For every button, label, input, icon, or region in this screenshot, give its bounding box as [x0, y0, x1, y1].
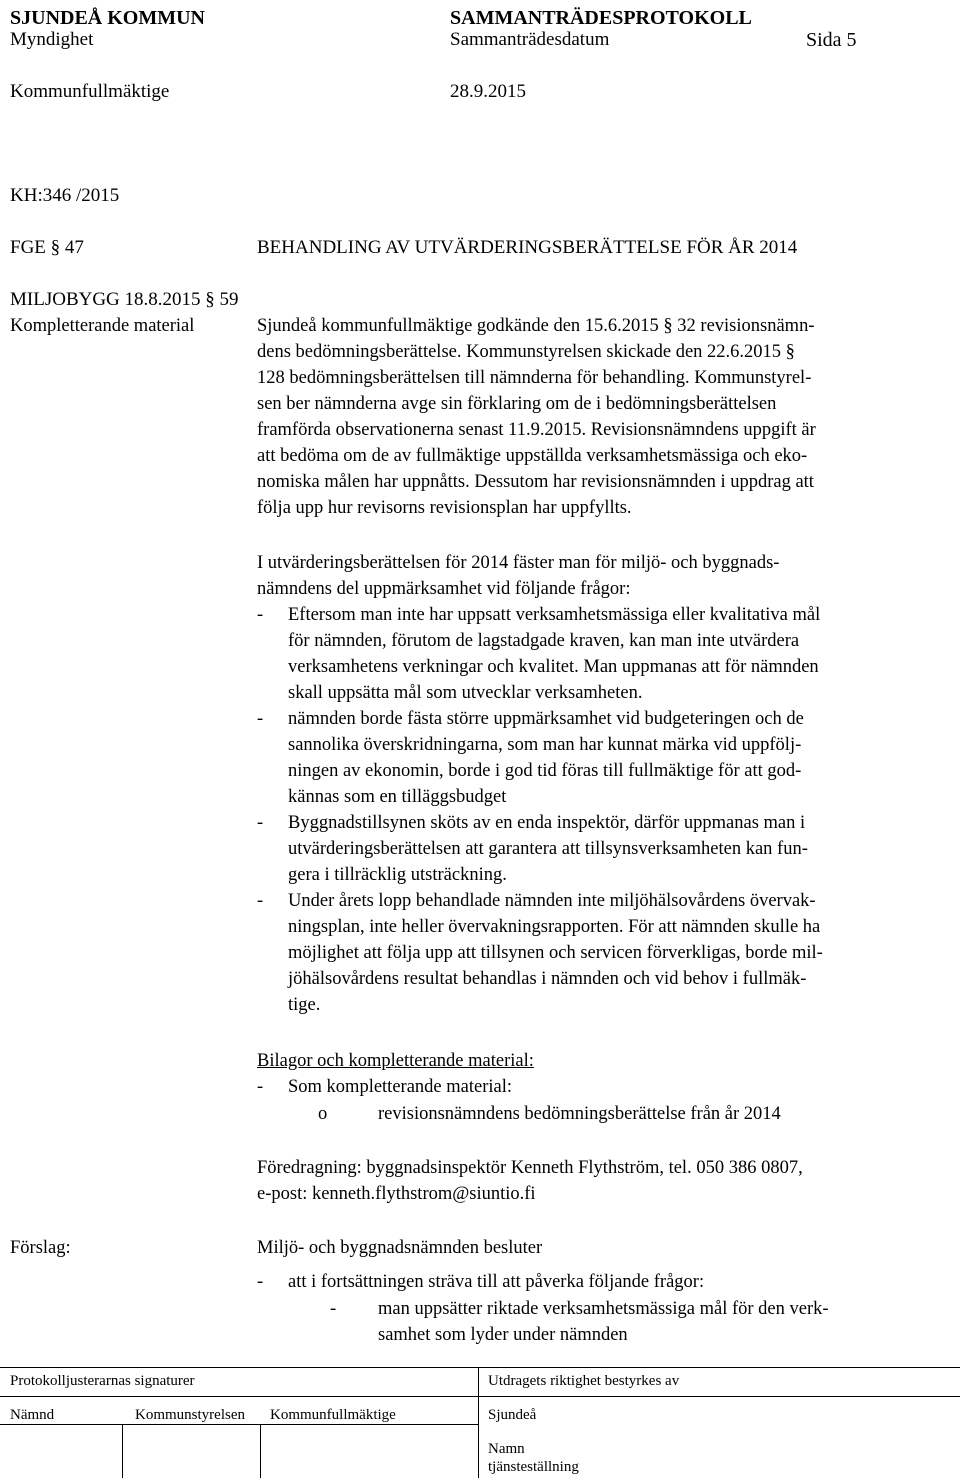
evaluation-item-line: verksamhetens verkningar och kvalitet. Man uppmanas att för nämnden: [288, 657, 819, 677]
evaluation-item-line: Under årets lopp behandlade nämnden inte miljöhälsovårdens övervak-: [288, 891, 816, 911]
footer-col-kommunstyrelsen: Kommunstyrelsen: [135, 1407, 245, 1423]
list-dash: -: [257, 1272, 264, 1292]
signatures-label: Protokolljusterarnas signaturer: [10, 1373, 195, 1389]
evaluation-item-line: ningen av ekonomin, borde i god tid föras till fullmäktige för att god-: [288, 761, 802, 781]
attachments-sub-marker: o: [318, 1104, 328, 1124]
proposal-label: Förslag:: [10, 1238, 71, 1258]
supplement-line: att bedöma om de av fullmäktige uppställda verksamhetsmässiga och eko-: [257, 446, 808, 466]
org-name: SJUNDEÅ KOMMUN: [10, 7, 205, 29]
evaluation-item-line: tige.: [288, 995, 321, 1015]
section-code: FGE § 47: [10, 237, 84, 258]
evaluation-item-line: kännas som en tilläggsbudget: [288, 787, 507, 807]
presenter-line: Föredragning: byggnadsinspektör Kenneth Flythström, tel. 050 386 0807,: [257, 1158, 803, 1178]
list-dash: -: [257, 709, 264, 729]
footer-sig-row-border: [0, 1424, 478, 1425]
proposal-sub-item-line: samhet som lyder under nämnden: [378, 1325, 628, 1345]
list-dash: -: [257, 1077, 264, 1097]
meeting-date: 28.9.2015: [450, 81, 526, 102]
attachments-item-text: Som kompletterande material:: [288, 1077, 512, 1097]
evaluation-item-line: ningsplan, inte heller övervakningsrapporten. För att nämnden skulle ha: [288, 917, 821, 937]
supplement-line: framförda observationerna senast 11.9.2015. Revisionsnämndens uppgift är: [257, 420, 816, 440]
evaluation-item-line: nämnden borde fästa större uppmärksamhet vid budgeteringen och de: [288, 709, 804, 729]
evaluation-item-line: möjlighet att följa upp att tillsynen och servicen förverkligas, borde mil-: [288, 943, 823, 963]
page-number: Sida 5: [806, 29, 857, 51]
evaluation-item: [257, 706, 823, 810]
supplement-paragraph: [257, 313, 816, 521]
evaluation-item: [257, 810, 823, 888]
footer-center-divider: [478, 1367, 479, 1478]
footer-col-namnd: Nämnd: [10, 1407, 55, 1423]
supplement-line: nomiska målen har uppnåtts. Dessutom har revisionsnämnden i uppdrag att: [257, 472, 814, 492]
verification-label: Utdragets riktighet bestyrkes av: [488, 1373, 680, 1389]
list-dash: -: [330, 1299, 337, 1319]
supplement-line: Sjundeå kommunfullmäktige godkände den 15.6.2015 § 32 revisionsnämn-: [257, 316, 815, 336]
evaluation-item: [257, 602, 823, 706]
list-dash: -: [257, 605, 264, 625]
footer-row-border: [0, 1396, 960, 1397]
case-number: KH:346 /2015: [10, 185, 120, 206]
supplement-line: dens bedömningsberättelse. Kommunstyrelsen skickade den 22.6.2015 §: [257, 342, 795, 362]
attachments-sub-item: revisionsnämndens bedömningsberättelse från år 2014: [378, 1104, 781, 1124]
list-dash: -: [257, 891, 264, 911]
miljo-reference: MILJOBYGG 18.8.2015 § 59: [10, 289, 239, 310]
proposal-sub-item-line: man uppsätter riktade verksamhetsmässiga mål för den verk-: [378, 1299, 829, 1319]
footer-top-border: [0, 1367, 960, 1368]
footer-col-kommunfullmaktige: Kommunfullmäktige: [270, 1407, 396, 1423]
authority-label: Myndighet: [10, 29, 94, 50]
evaluation-intro-line: I utvärderingsberättelsen för 2014 fäster man för miljö- och byggnads-: [257, 553, 780, 573]
evaluation-item-line: för nämnden, förutom de lagstadgade kraven, kan man inte utvärdera: [288, 631, 800, 651]
evaluation-item: [257, 888, 823, 1018]
authority: Kommunfullmäktige: [10, 81, 170, 102]
proposal-sub-item: [378, 1296, 829, 1348]
evaluation-item-line: skall uppsätta mål som utvecklar verksamheten.: [288, 683, 643, 703]
presenter-email: e-post: kenneth.flythstrom@siuntio.fi: [257, 1184, 536, 1204]
document-type: SAMMANTRÄDESPROTOKOLL: [450, 7, 752, 29]
list-dash: -: [257, 813, 264, 833]
supplement-line: 128 bedömningsberättelsen till nämnderna för behandling. Kommunstyrel-: [257, 368, 812, 388]
evaluation-item-line: Byggnadstillsynen sköts av en enda inspektör, därför uppmanas man i: [288, 813, 806, 833]
footer-sig-divider: [260, 1424, 261, 1478]
evaluation-item-line: jöhälsovårdens resultat behandlas i nämnden och vid behov i fullmäk-: [288, 969, 807, 989]
evaluation-item-line: gera i tillräcklig utsträckning.: [288, 865, 507, 885]
evaluation-intro-line: nämndens del uppmärksamhet vid följande frågor:: [257, 579, 631, 599]
supplement-label: Kompletterande material: [10, 316, 195, 336]
evaluation-item-line: Eftersom man inte har uppsatt verksamhetsmässiga eller kvalitativa mål: [288, 605, 821, 625]
footer-sig-divider: [122, 1424, 123, 1478]
proposal-item-text: att i fortsättningen sträva till att påverka följande frågor:: [288, 1272, 705, 1292]
footer-col-sjundea: Sjundeå: [488, 1407, 537, 1423]
supplement-line: följa upp hur revisorns revisionsplan har uppfyllts.: [257, 498, 632, 518]
evaluation-item-line: sannolika överskridningarna, som man har kunnat märka vid uppfölj-: [288, 735, 802, 755]
proposal-item: [257, 1269, 705, 1295]
attachments-heading: Bilagor och kompletterande material:: [257, 1051, 534, 1071]
footer-name-label: Namn: [488, 1441, 525, 1457]
section-title: BEHANDLING AV UTVÄRDERINGSBERÄTTELSE FÖR ÅR 2014: [257, 237, 798, 258]
date-label: Sammanträdesdatum: [450, 29, 610, 50]
evaluation-item-line: utvärderingsberättelsen att garantera att tillsynsverksamheten kan fun-: [288, 839, 808, 859]
supplement-line: sen ber nämnderna avge sin förklaring om de i bedömningsberättelsen: [257, 394, 777, 414]
evaluation-section: [257, 550, 823, 1018]
footer-title-label: tjänsteställning: [488, 1459, 579, 1475]
attachments-item: [257, 1074, 512, 1100]
proposal-decision: Miljö- och byggnadsnämnden besluter: [257, 1238, 543, 1258]
